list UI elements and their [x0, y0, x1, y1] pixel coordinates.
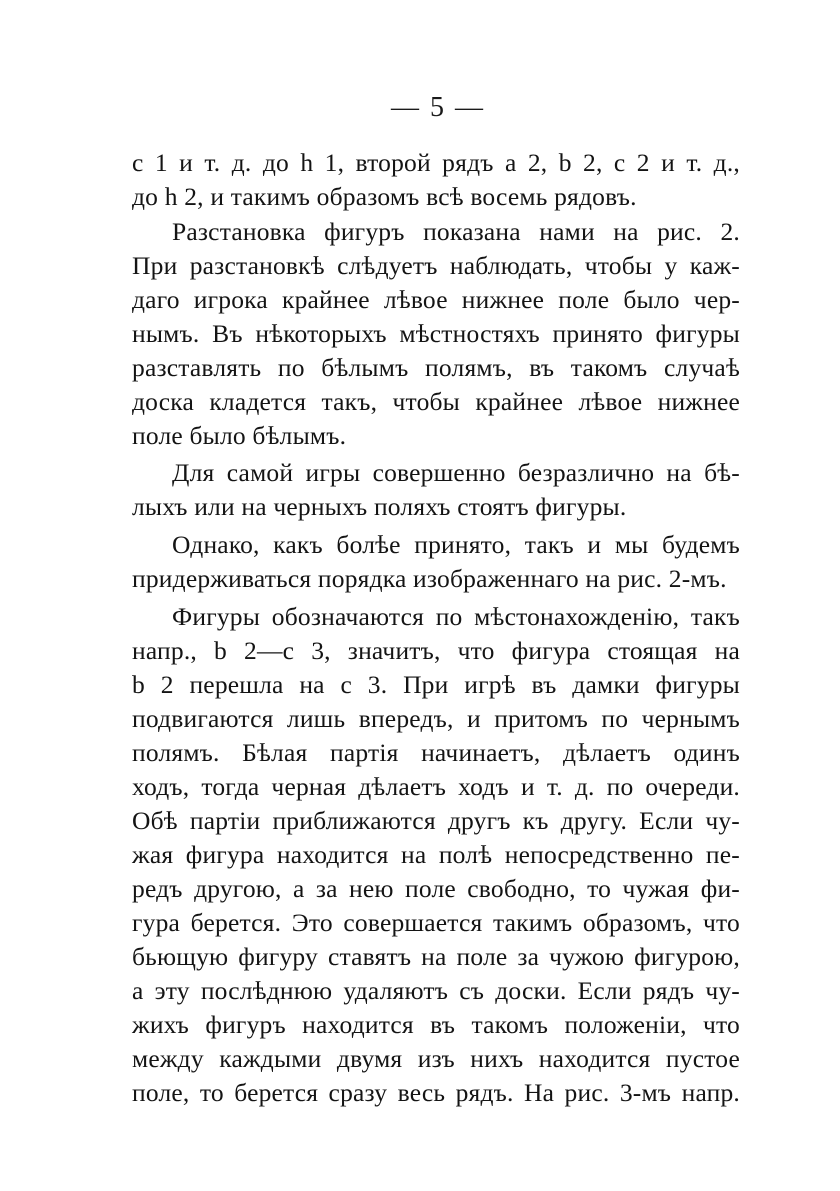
text-line: лыхъ или на черныхъ поляхъ стоятъ фигуры.	[132, 492, 627, 521]
text-line: напр., b 2—с 3, значитъ, что фигура стоящая на	[132, 636, 740, 665]
text-line: а эту послѣднюю удаляютъ съ доски. Если рядъ чу-	[132, 976, 740, 1005]
page-number: — 5 —	[391, 92, 485, 123]
text-line: полямъ. Бѣлая партія начинаетъ, дѣлаетъ одинъ	[132, 738, 740, 767]
text-line: подвигаются лишь впередъ, и притомъ по чернымъ	[132, 704, 740, 733]
text-line: ходъ, тогда черная дѣлаетъ ходъ и т. д. по очереди.	[132, 772, 740, 801]
text-line: разставлять по бѣлымъ полямъ, въ такомъ случаѣ	[132, 353, 740, 382]
text-line: поле, то берется сразу весь рядъ. На рис. 3-мъ напр.	[132, 1078, 740, 1107]
text-line: до h 2, и такимъ образомъ всѣ восемь рядовъ.	[132, 182, 637, 211]
text-line: между каждыми двумя изъ нихъ находится пустое	[132, 1044, 740, 1073]
text-line: Однако, какъ болѣе принято, такъ и мы будемъ	[172, 530, 740, 559]
text-line: поле было бѣлымъ.	[132, 421, 347, 450]
text-line: b 2 перешла на с 3. При игрѣ въ дамки фигуры	[132, 670, 740, 699]
text-line: Для самой игры совершенно безразлично на бѣ-	[172, 458, 740, 487]
text-line: даго игрока крайнее лѣвое нижнее поле было чер-	[132, 285, 740, 314]
text-line: Фигуры обозначаются по мѣстонахожденію, такъ	[172, 602, 740, 631]
text-line: При разстановкѣ слѣдуетъ наблюдать, чтобы у каж-	[132, 251, 740, 280]
text-line: придерживаться порядка изображеннаго на рис. 2-мъ.	[132, 564, 727, 593]
text-line: жая фигура находится на полѣ непосредственно пе-	[132, 840, 740, 869]
text-line: Обѣ партіи приближаются другъ къ другу. Если чу-	[132, 806, 740, 835]
text-line: жихъ фигуръ находится въ такомъ положеніи, что	[132, 1010, 740, 1039]
text-line: Разстановка фигуръ показана нами на рис. 2.	[172, 217, 740, 246]
text-line: нымъ. Въ нѣкоторыхъ мѣстностяхъ принято фигуры	[132, 319, 740, 348]
text-line: с 1 и т. д. до h 1, второй рядъ а 2, b 2, с 2 и т. д.,	[132, 148, 740, 177]
text-line: гура берется. Это совершается такимъ образомъ, что	[132, 908, 740, 937]
text-line: редъ другою, а за нею поле свободно, то чужая фи-	[132, 874, 740, 903]
text-line: бьющую фигуру ставятъ на поле за чужою фигурою,	[132, 942, 740, 971]
text-line: доска кладется такъ, чтобы крайнее лѣвое нижнее	[132, 387, 740, 416]
